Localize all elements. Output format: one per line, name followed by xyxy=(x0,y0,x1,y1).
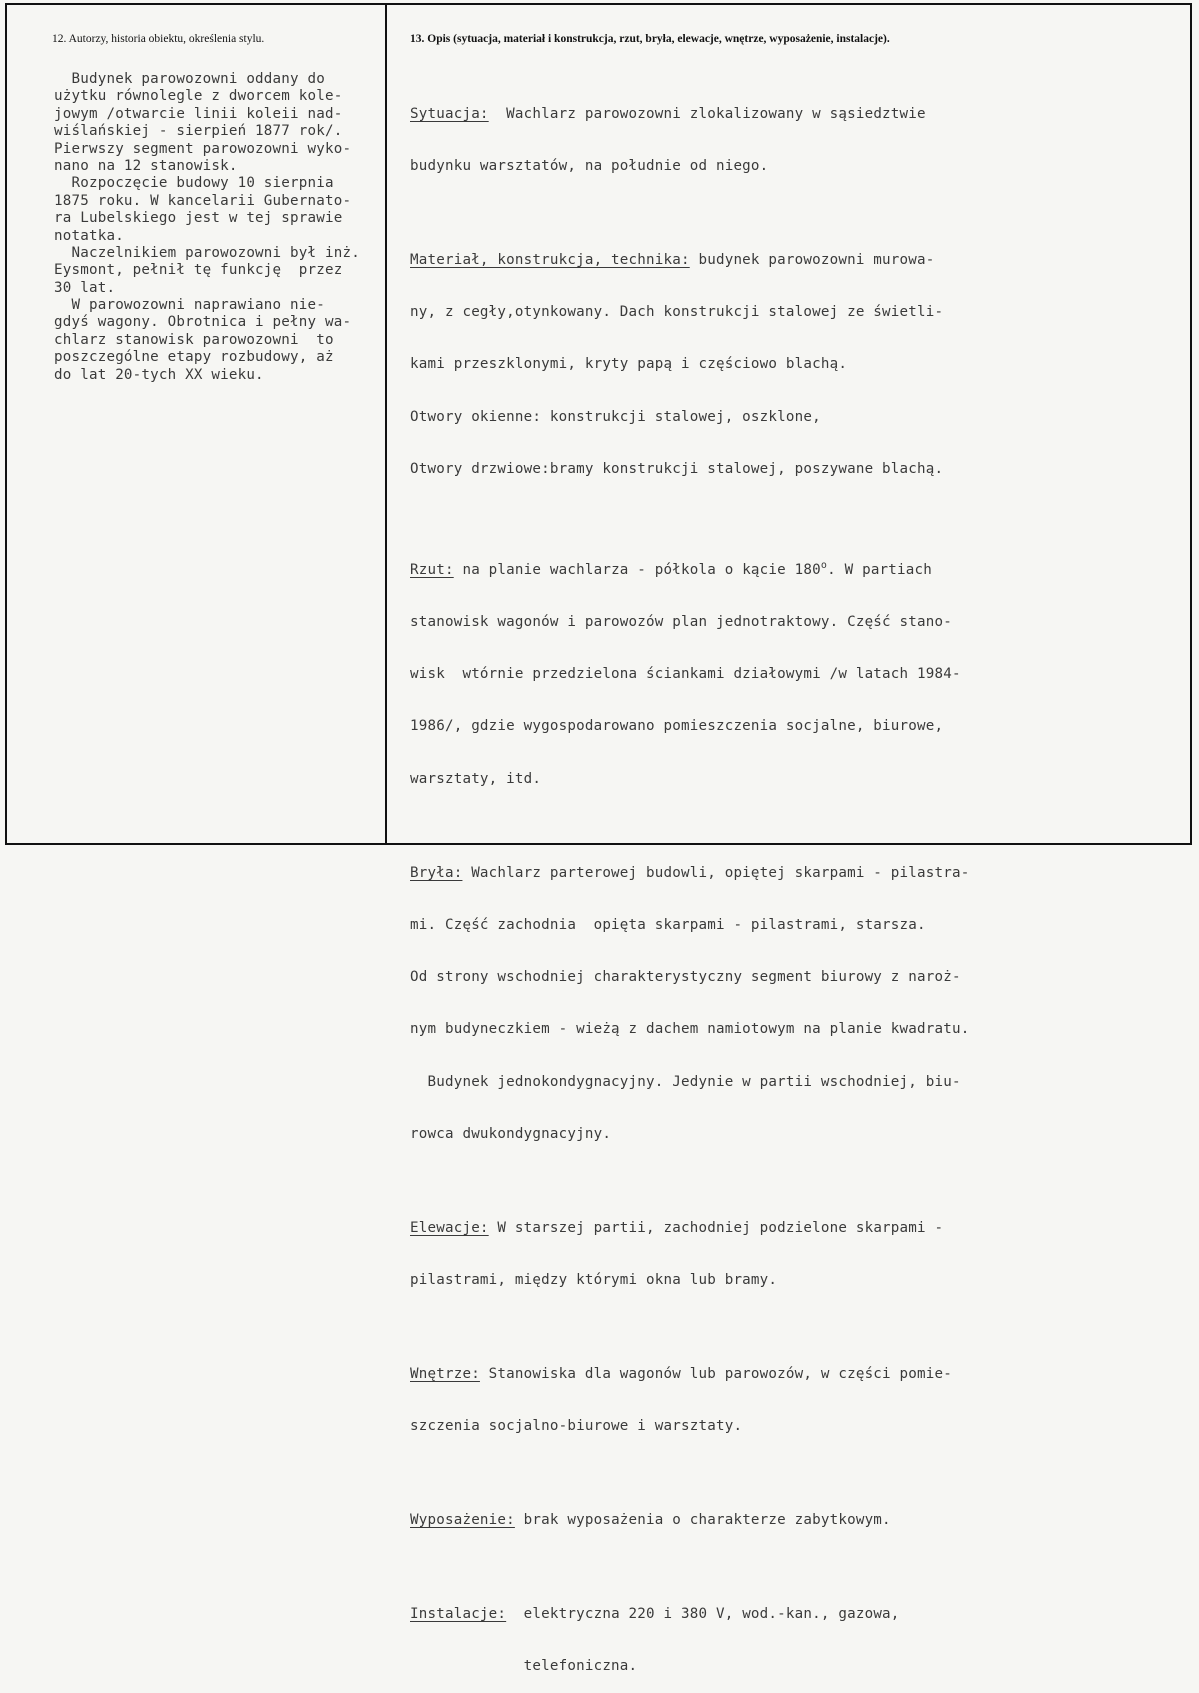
history-line: ra Lubelskiego jest w tej sprawie xyxy=(54,210,343,227)
elewacje-line-2: pilastrami, między którymi okna lub bramy. xyxy=(410,1271,778,1288)
history-line: notatka. xyxy=(54,227,124,244)
section-13-number: 13. Opis xyxy=(410,33,451,45)
wnetrze-line-2: szczenia socjalno-biurowe i warsztaty. xyxy=(410,1418,743,1435)
history-line: gdyś wagony. Obrotnica i pełny wa- xyxy=(54,314,352,331)
wnetrze-line-1: Wnętrze: Stanowiska dla wagonów lub parowozów, w części pomie- xyxy=(410,1365,952,1382)
history-line: chlarz stanowisk parowozowni to xyxy=(54,331,334,348)
history-line: Naczelnikiem parowozowni był inż. xyxy=(54,244,360,261)
sytuacja-label: Sytuacja: xyxy=(410,105,489,122)
elewacje-line-1: Elewacje: W starszej partii, zachodniej podzielone skarpami - xyxy=(410,1219,944,1236)
material-line-5: Otwory drzwiowe:bramy konstrukcji stalowej, poszywane blachą. xyxy=(410,460,944,477)
history-line: Budynek parowozowni oddany do xyxy=(54,71,325,87)
material-line-4: Otwory okienne: konstrukcji stalowej, oszklone, xyxy=(410,408,821,425)
rzut-line-2: stanowisk wagonów i parowozów plan jednotraktowy. Część stano- xyxy=(410,614,952,631)
history-line: nano na 12 stanowisk. xyxy=(54,157,238,174)
wyposazenie-line-1: Wyposażenie: brak wyposażenia o charakterze zabytkowym. xyxy=(410,1512,891,1529)
bryla-line-4: nym budyneczkiem - wieżą z dachem namiotowym na planie kwadratu. xyxy=(410,1021,970,1038)
sytuacja-line-1: Sytuacja: Wachlarz parowozowni zlokalizowany w sąsiedztwie xyxy=(410,105,926,122)
history-line: Pierwszy segment parowozowni wyko- xyxy=(54,140,352,157)
instalacje-line-1: Instalacje: elektryczna 220 i 380 V, wod.-kan., gazowa, xyxy=(410,1606,900,1623)
degree-sign: o xyxy=(820,559,828,571)
history-line: Rozpoczęcie budowy 10 sierpnia xyxy=(54,175,334,192)
rzut-line-1: Rzut: na planie wachlarza - półkola o kącie 180$^o$. W partiach xyxy=(410,559,933,578)
material-label: Materiał, konstrukcja, technika: xyxy=(410,252,690,269)
material-line-3: kami przeszklonymi, kryty papą i częściowo blachą. xyxy=(410,356,848,373)
bryla-line-6: rowca dwukondygnacyjny. xyxy=(410,1125,612,1142)
rzut-line-5: warsztaty, itd. xyxy=(410,770,542,787)
bryla-line-3: Od strony wschodniej charakterystyczny segment biurowy z naroż- xyxy=(410,969,961,986)
rzut-line-4: 1986/, gdzie wygospodarowano pomieszczenia socjalne, biurowe, xyxy=(410,718,944,735)
history-line: wiślańskiej - sierpień 1877 rok/. xyxy=(54,123,343,140)
instalacje-label: Instalacje: xyxy=(410,1606,507,1623)
history-line: W parowozowni naprawiano nie- xyxy=(54,297,325,314)
wyposazenie-label: Wyposażenie: xyxy=(410,1512,515,1529)
bryla-label: Bryła: xyxy=(410,864,463,881)
history-line: użytku równolegle z dworcem kole- xyxy=(54,88,343,105)
material-line-2: ny, z cegły,otynkowany. Dach konstrukcji stalowej ze świetli- xyxy=(410,304,944,321)
description-text xyxy=(410,71,969,1693)
history-text xyxy=(54,71,360,384)
history-line: 30 lat. xyxy=(54,279,116,296)
elewacje-label: Elewacje: xyxy=(410,1219,489,1236)
section-13-subtitle: (sytuacja, materiał i konstrukcja, rzut, bryła, elewacje, wnętrze, wyposażenie, instalacje). xyxy=(453,33,890,45)
bryla-line-2: mi. Część zachodnia opięta skarpami - pilastrami, starsza. xyxy=(410,916,926,933)
column-divider xyxy=(385,3,387,845)
section-13-header xyxy=(410,33,890,45)
history-line: Eysmont, pełnił tę funkcję przez xyxy=(54,262,343,279)
rzut-label: Rzut: xyxy=(410,561,454,578)
sytuacja-line-2: budynku warsztatów, na południe od niego. xyxy=(410,158,769,175)
bryla-line-1: Bryła: Wachlarz parterowej budowli, opiętej skarpami - pilastra- xyxy=(410,864,970,881)
history-line: do lat 20-tych XX wieku. xyxy=(54,366,264,383)
history-line: poszczególne etapy rozbudowy, aż xyxy=(54,349,334,366)
wnetrze-label: Wnętrze: xyxy=(410,1365,480,1382)
section-12-header: 12. Autorzy, historia obiektu, określenia stylu. xyxy=(52,33,265,45)
material-line-1: Materiał, konstrukcja, technika: budynek parowozowni murowa- xyxy=(410,252,935,269)
history-line: jowym /otwarcie linii koleii nad- xyxy=(54,105,343,122)
history-line: 1875 roku. W kancelarii Gubernato- xyxy=(54,192,352,209)
instalacje-line-2: telefoniczna. xyxy=(410,1658,638,1675)
bryla-line-5: Budynek jednokondygnacyjny. Jedynie w partii wschodniej, biu- xyxy=(410,1073,961,1090)
rzut-line-3: wisk wtórnie przedzielona ściankami działowymi /w latach 1984- xyxy=(410,666,961,683)
